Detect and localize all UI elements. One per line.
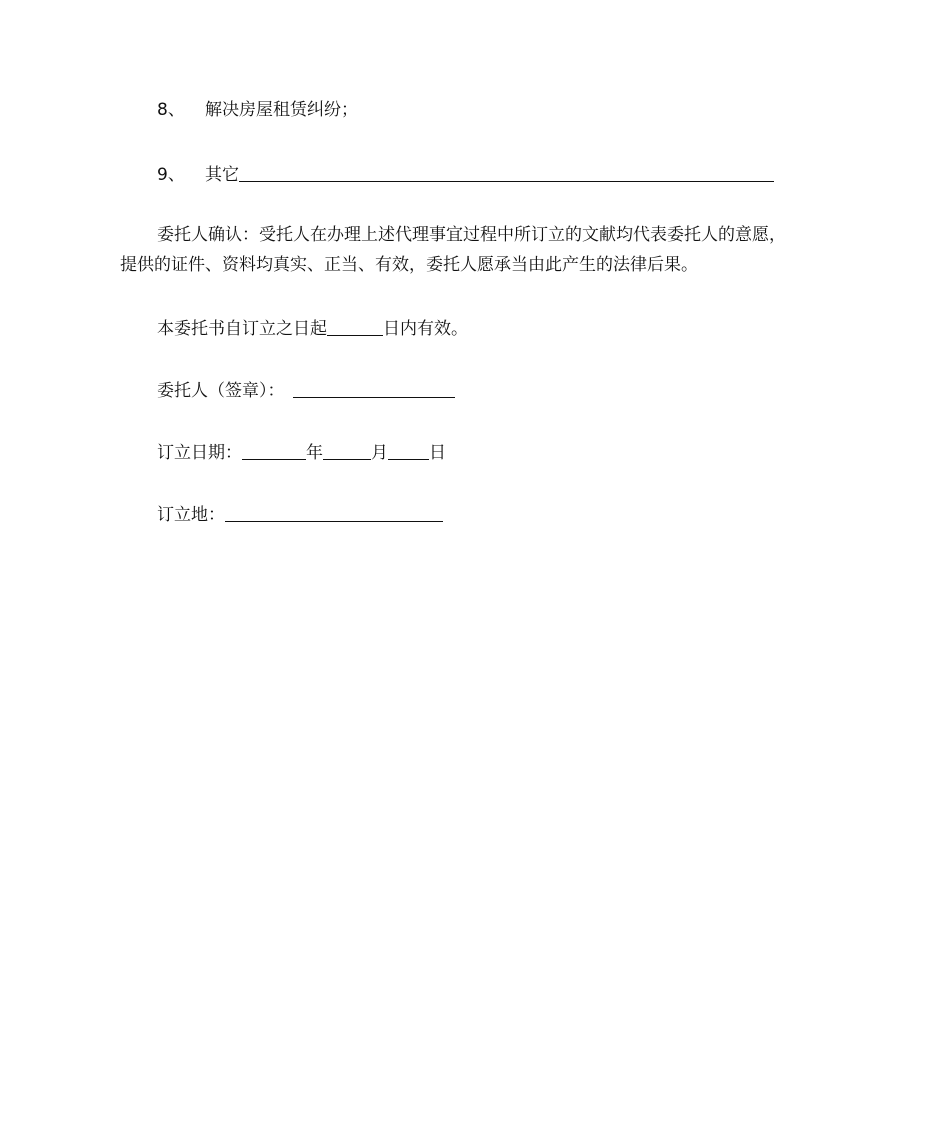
place-line bbox=[157, 501, 443, 526]
list-item bbox=[157, 99, 358, 121]
item-number: 9、 bbox=[157, 165, 185, 185]
signature-blank bbox=[293, 379, 455, 398]
day-blank bbox=[388, 441, 429, 460]
signature-label: 委托人（签章）： bbox=[157, 381, 285, 401]
item-number: 8、 bbox=[157, 100, 185, 120]
place-blank bbox=[225, 503, 443, 522]
month-blank bbox=[323, 441, 371, 460]
date-line bbox=[157, 439, 446, 464]
year-label: 年 bbox=[306, 443, 323, 463]
item-text: 其它 bbox=[205, 165, 239, 185]
validity-suffix: 日内有效。 bbox=[383, 319, 468, 339]
validity-line bbox=[157, 315, 468, 340]
day-label: 日 bbox=[429, 443, 446, 463]
item-text: 解决房屋租赁纠纷； bbox=[205, 100, 358, 120]
confirmation-line-2: 提供的证件、资料均真实、正当、有效，委托人愿承当由此产生的法律后果。 bbox=[120, 255, 698, 275]
days-blank bbox=[327, 317, 383, 336]
other-blank-line bbox=[239, 163, 774, 182]
year-blank bbox=[242, 441, 306, 460]
date-label: 订立日期： bbox=[157, 443, 242, 463]
month-label: 月 bbox=[371, 443, 388, 463]
list-item bbox=[157, 161, 774, 186]
place-label: 订立地： bbox=[157, 505, 225, 525]
validity-prefix: 本委托书自订立之日起 bbox=[157, 319, 327, 339]
signature-line bbox=[157, 377, 455, 402]
confirmation-line-1: 委托人确认：受托人在办理上述代理事宜过程中所订立的文献均代表委托人的意愿， bbox=[157, 225, 786, 245]
